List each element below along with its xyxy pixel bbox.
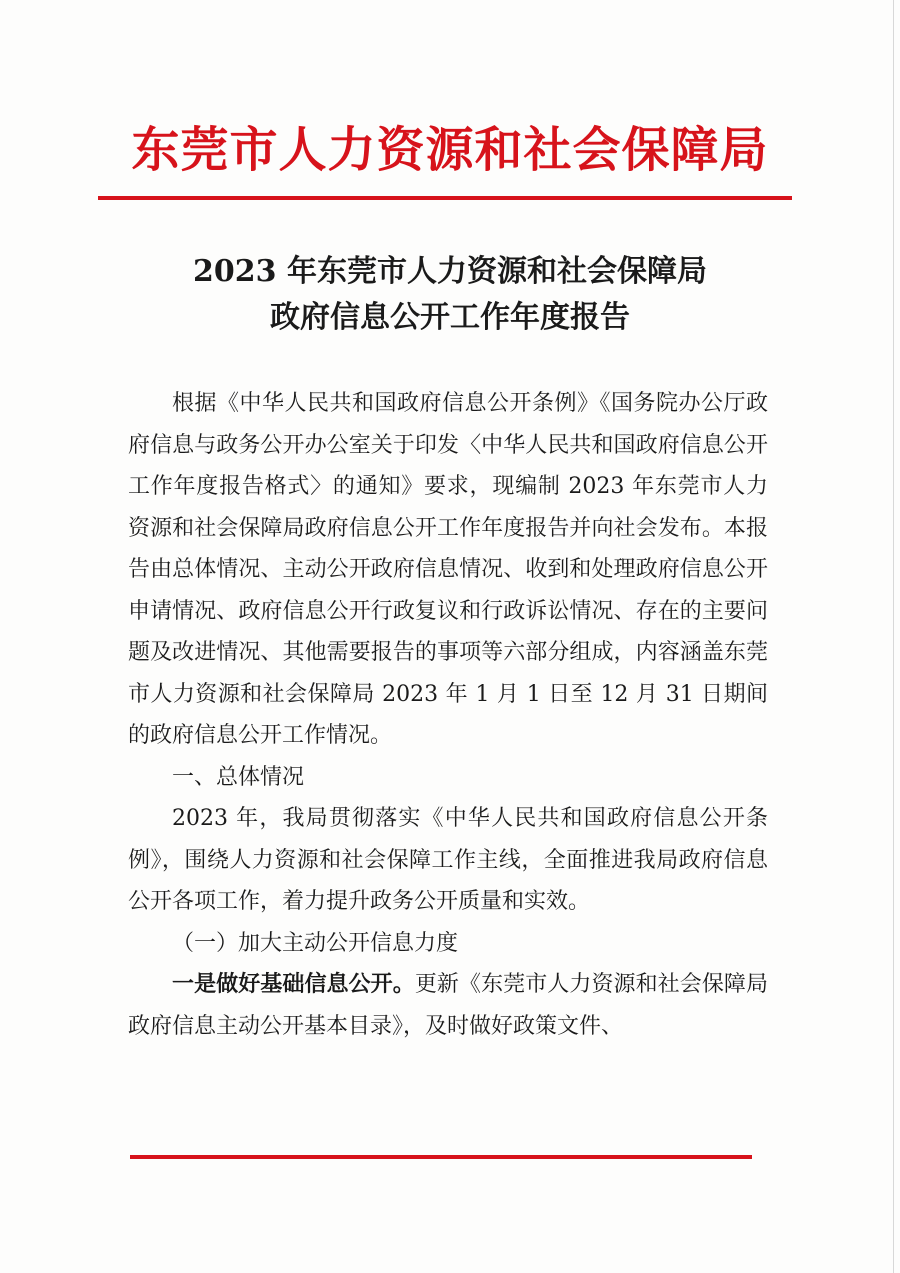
section-1-heading: 一、总体情况 bbox=[172, 764, 305, 790]
section-1-paragraph: 2023 年，我局贯彻落实《中华人民共和国政府信息公开条例》，围绕人力资源和社会保障工作主线，全面推进我局政府信息公开各项工作，着力提升政务公开质量和实效。 bbox=[128, 806, 768, 914]
subsection-1-lead: 一是做好基础信息公开。 bbox=[172, 971, 415, 997]
report-body bbox=[128, 383, 768, 1047]
issuer-letterhead: 东莞市人力资源和社会保障局 bbox=[131, 122, 769, 178]
subsection-1-text: 更新《东莞市人力资源和社会保障局政府信息主动公开基本目录》，及时做好政策文件、 bbox=[128, 972, 768, 1039]
footer-red-rule bbox=[130, 1155, 752, 1159]
report-title-line-2: 政府信息公开工作年度报告 bbox=[270, 300, 630, 335]
letterhead-red-rule bbox=[98, 196, 792, 200]
scan-edge-line bbox=[893, 0, 894, 1273]
report-title-line-1: 2023 年东莞市人力资源和社会保障局 bbox=[193, 254, 707, 289]
subsection-1-heading: （一）加大主动公开信息力度 bbox=[172, 930, 459, 956]
subsection-1-paragraph bbox=[128, 964, 768, 1047]
intro-paragraph: 根据《中华人民共和国政府信息公开条例》《国务院办公厅政府信息与政务公开办公室关于印发〈中华人民共和国政府信息公开工作年度报告格式〉的通知》要求，现编制 2023 年东莞市人力资源和社会保障局政府信息公开工作年度报告并向社会发布。本报告由总体情况、主动公开政府信息情况、收到和处理政府信息公开申请情况、政府信息公开行政复议和行政诉讼情况、存在的主要问题及改进情况、其他需要报告的事项等六部分组成，内容涵盖东莞市人力资源和社会保障局 2023 年 1 月 1 日至 12 月 31 日期间的政府信息公开工作情况。 bbox=[128, 391, 768, 748]
